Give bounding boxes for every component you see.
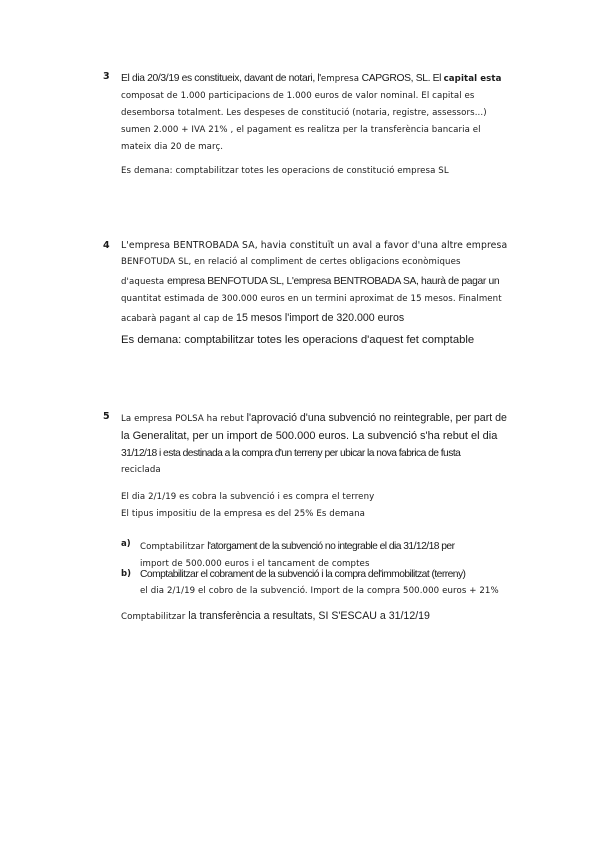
exercise-5-statement bbox=[121, 408, 521, 479]
exercise-3-question: Es demana: comptabilitzar totes les operacions de constitució empresa SL bbox=[121, 166, 449, 176]
item-a-line-2: import de 500.000 euros i el tancament de comptes bbox=[140, 559, 370, 569]
exercise-3-line-5: mateix dia 20 de març. bbox=[121, 142, 224, 152]
exercise-5-info-2: El tipus impositiu de la empresa es del 25% Es demana bbox=[121, 509, 365, 519]
item-a-marker: a) bbox=[121, 539, 131, 549]
exercise-3-line-1: El dia 20/3/19 es constitueix, davant de notari, l'empresa CAPGROS, SL. El capital esta bbox=[121, 73, 502, 84]
exercise-5-info-1: El dia 2/1/19 es cobra la subvenció i es compra el terreny bbox=[121, 492, 375, 502]
exercise-5-final: Comptabilitzar la transferència a resultats, SI S'ESCAU a 31/12/19 bbox=[121, 610, 430, 622]
exercise-5-item-b bbox=[121, 566, 531, 602]
exercise-5-line-2: la Generalitat, per un import de 500.000 euros. La subvenció s'ha rebut el dia bbox=[121, 430, 498, 442]
item-b-line-2: el dia 2/1/19 el cobro de la subvenció. Import de la compra 500.000 euros + 21% bbox=[140, 586, 499, 596]
item-a-line-1: Comptabilitzar l'atorgament de la subvenció no integrable el dia 31/12/18 per bbox=[140, 541, 455, 552]
exercise-3-statement bbox=[121, 68, 521, 156]
exercise-5-info bbox=[121, 489, 521, 523]
exercise-3-line-4: sumen 2.000 + IVA 21% , el pagament es realitza per la transferència bancaria el bbox=[121, 125, 481, 135]
exercise-5-line-3: 31/12/18 i esta destinada a la compra d'un terreny per ubicar la nova fabrica de fusta bbox=[121, 448, 461, 459]
exercise-4-line-1: L'empresa BENTROBADA SA, havia constituït un aval a favor d'una altre empresa bbox=[121, 240, 508, 251]
exercise-4-line-2: BENFOTUDA SL, en relació al compliment de certes obligacions econòmiques bbox=[121, 257, 461, 267]
exercise-5-number: 5 bbox=[103, 411, 110, 422]
exercise-4-number: 4 bbox=[103, 240, 110, 251]
exercise-5-line-4: reciclada bbox=[121, 465, 161, 475]
exercise-4-statement bbox=[121, 237, 521, 328]
exercise-4-question: Es demana: comptabilitzar totes les operacions d'aquest fet comptable bbox=[121, 334, 475, 346]
item-b-line-1: Comptabilitzar el cobrament de la subvenció i la compra del'immobilitzat (terreny) bbox=[140, 569, 466, 580]
exercise-3-line-2: composat de 1.000 participacions de 1.000 euros de valor nominal. El capital es bbox=[121, 91, 475, 101]
exercise-4-line-5: acabarà pagant al cap de 15 mesos l'import de 320.000 euros bbox=[121, 312, 405, 324]
exercise-3-line-3: desemborsa totalment. Les despeses de constitució (notaria, registre, assessors...) bbox=[121, 108, 487, 118]
exercise-4-line-3: d'aquesta empresa BENFOTUDA SL, L'empresa BENTROBADA SA, haurà de pagar un bbox=[121, 276, 500, 287]
exercise-5-line-1: La empresa POLSA ha rebut l'aprovació d'una subvenció no reintegrable, per part de bbox=[121, 412, 507, 424]
exercise-4-line-4: quantitat estimada de 300.000 euros en un termini aproximat de 15 mesos. Finalment bbox=[121, 294, 502, 304]
item-b-marker: b) bbox=[121, 569, 131, 579]
exercise-3-number: 3 bbox=[103, 71, 110, 82]
